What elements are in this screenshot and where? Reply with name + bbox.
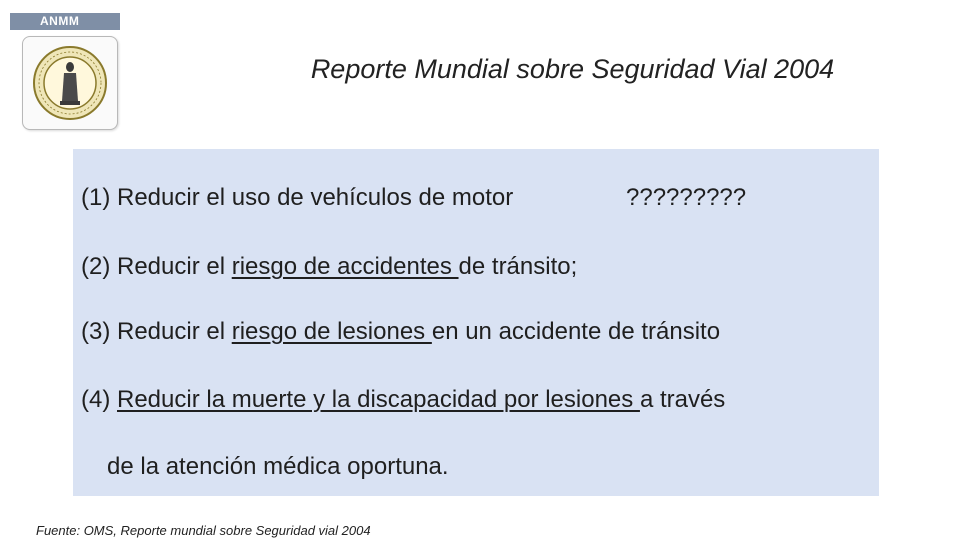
item-1-question-marks: ????????? — [626, 184, 747, 211]
anmm-logo — [10, 13, 120, 117]
item-3-suffix: en un accidente de tránsito — [431, 318, 721, 345]
logo-banner: ANMM — [10, 13, 120, 30]
item-2 — [81, 253, 577, 281]
source-citation: Fuente: OMS, Reporte mundial sobre Seguridad vial 2004 — [36, 523, 371, 538]
item-4-underlined: Reducir la muerte y la discapacidad por lesiones — [117, 386, 640, 413]
item-4-continuation: de la atención médica oportuna. — [107, 453, 449, 480]
item-2-underlined: riesgo de accidentes — [231, 253, 459, 280]
item-3-prefix: (3) Reducir el — [81, 318, 232, 345]
item-2-suffix: de tránsito; — [458, 253, 578, 280]
item-2-prefix: (2) Reducir el — [81, 253, 232, 280]
item-4 — [81, 386, 725, 414]
academy-seal-icon — [32, 45, 108, 121]
item-3 — [81, 318, 720, 346]
logo-frame — [22, 36, 118, 130]
item-1-text: (1) Reducir el uso de vehículos de motor — [81, 184, 514, 211]
item-4-prefix: (4) — [81, 386, 117, 413]
page-title: Reporte Mundial sobre Seguridad Vial 2004 — [310, 54, 835, 84]
item-4-suffix: a través — [639, 386, 726, 413]
item-3-underlined: riesgo de lesiones — [231, 318, 432, 345]
